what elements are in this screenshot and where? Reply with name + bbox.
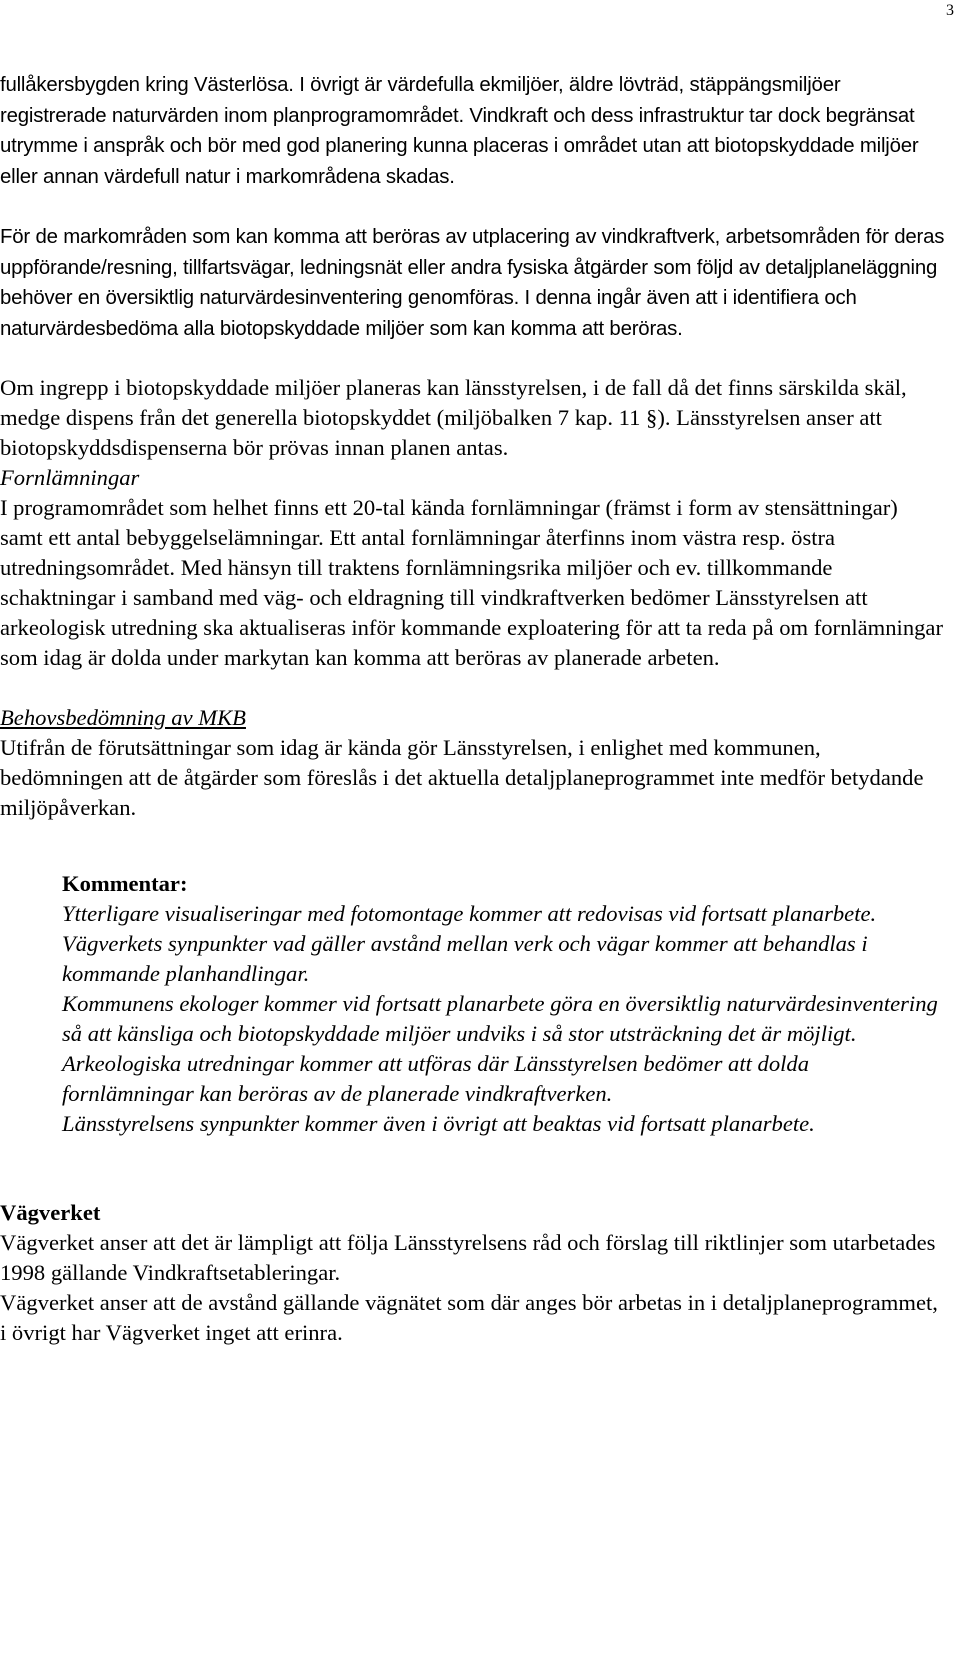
vagverket-line: Vägverket anser att det är lämpligt att följa Länsstyrelsens råd och förslag till riktlinjer som utarbetades 1998 gällande Vindkraftsetableringar. [0,1230,936,1285]
kommentar-line: Vägverkets synpunkter vad gäller avstånd mellan verk och vägar kommer att behandlas i kommande planhandlingar. [62,931,868,986]
document-body [0,70,945,1348]
paragraph-biotopskydd: Om ingrepp i biotopskyddade miljöer planeras kan länsstyrelsen, i de fall då det finns särskilda skäl, medge dispens från det generella biotopskyddet (miljöbalken 7 kap. 11 §). Länsstyrelsen anser att biotopskyddsdispenserna bör prövas innan planen antas. [0,375,907,460]
fornlamningar-heading: Fornlämningar [0,465,140,490]
paragraph-ekmiljoer: fullåkersbygden kring Västerlösa. I övrigt är värdefulla ekmiljöer, äldre lövträd, stäppängsmiljöer registrerade naturvärden inom planprogramområdet. Vindkraft och dess infrastruktur tar dock begränsat utrymme i anspråk och bör med god planering kunna placeras i området utan att biotopskyddade miljöer eller annan värdefull natur i markområdena skadas. [0,74,919,188]
section-behovsbedomning [0,703,945,823]
kommentar-line: Arkeologiska utredningar kommer att utföras där Länsstyrelsen bedömer att dolda fornlämningar kan beröras av de planerade vindkraftverken. [62,1051,810,1106]
paragraph-naturvardesinventering: För de markområden som kan komma att beröras av utplacering av vindkraftverk, arbetsområden för deras uppförande/resning, tillfartsvägar, ledningsnät eller andra fysiska åtgärder som följd av detaljplaneläggning behöver en översiktlig naturvärdesinventering genomföras. I denna ingår även att i identifiera och naturvärdesbedöma alla biotopskyddade miljöer som kan komma att beröras. [0,226,945,340]
section-fornlamningar [0,463,945,673]
kommentar-line: Ytterligare visualiseringar med fotomontage kommer att redovisas vid fortsatt planarbete. [62,901,877,926]
behovsbedomning-text: Utifrån de förutsättningar som idag är kända gör Länsstyrelsen, i enlighet med kommunen, bedömningen att de åtgärder som föreslås i det aktuella detaljplaneprogrammet inte medför betydande miljöpåverkan. [0,735,924,820]
kommentar-line: Kommunens ekologer kommer vid fortsatt planarbete göra en översiktlig naturvärdesinventering så att känsliga och biotopskyddade miljöer undviks i så stor utsträckning det är möjligt. [62,991,938,1046]
fornlamningar-text: I programområdet som helhet finns ett 20-tal kända fornlämningar (främst i form av stensättningar) samt ett antal bebyggelselämningar. Ett antal fornlämningar återfinns inom västra resp. östra utredningsområdet. Med hänsyn till traktens fornlämningsrika miljöer och ev. tillkommande schaktningar i samband med väg- och eldragning till vindkraftverken bedömer Länsstyrelsen att arkeologisk utredning ska aktualiseras inför kommande exploatering för att ta reda på om fornlämningar som idag är dolda under markytan kan komma att beröras av planerade arbeten. [0,495,943,670]
section-vagverket [0,1198,945,1348]
vagverket-heading: Vägverket [0,1200,101,1225]
kommentar-title: Kommentar: [62,871,188,896]
behovsbedomning-heading: Behovsbedömning av MKB [0,705,246,730]
vagverket-line: Vägverket anser att de avstånd gällande vägnätet som där anges bör arbetas in i detaljplaneprogrammet, i övrigt har Vägverket inget att erinra. [0,1290,938,1345]
page-number: 3 [946,2,954,19]
kommentar-line: Länsstyrelsens synpunkter kommer även i övrigt att beaktas vid fortsatt planarbete. [62,1111,815,1136]
section-kommentar [0,869,945,1139]
